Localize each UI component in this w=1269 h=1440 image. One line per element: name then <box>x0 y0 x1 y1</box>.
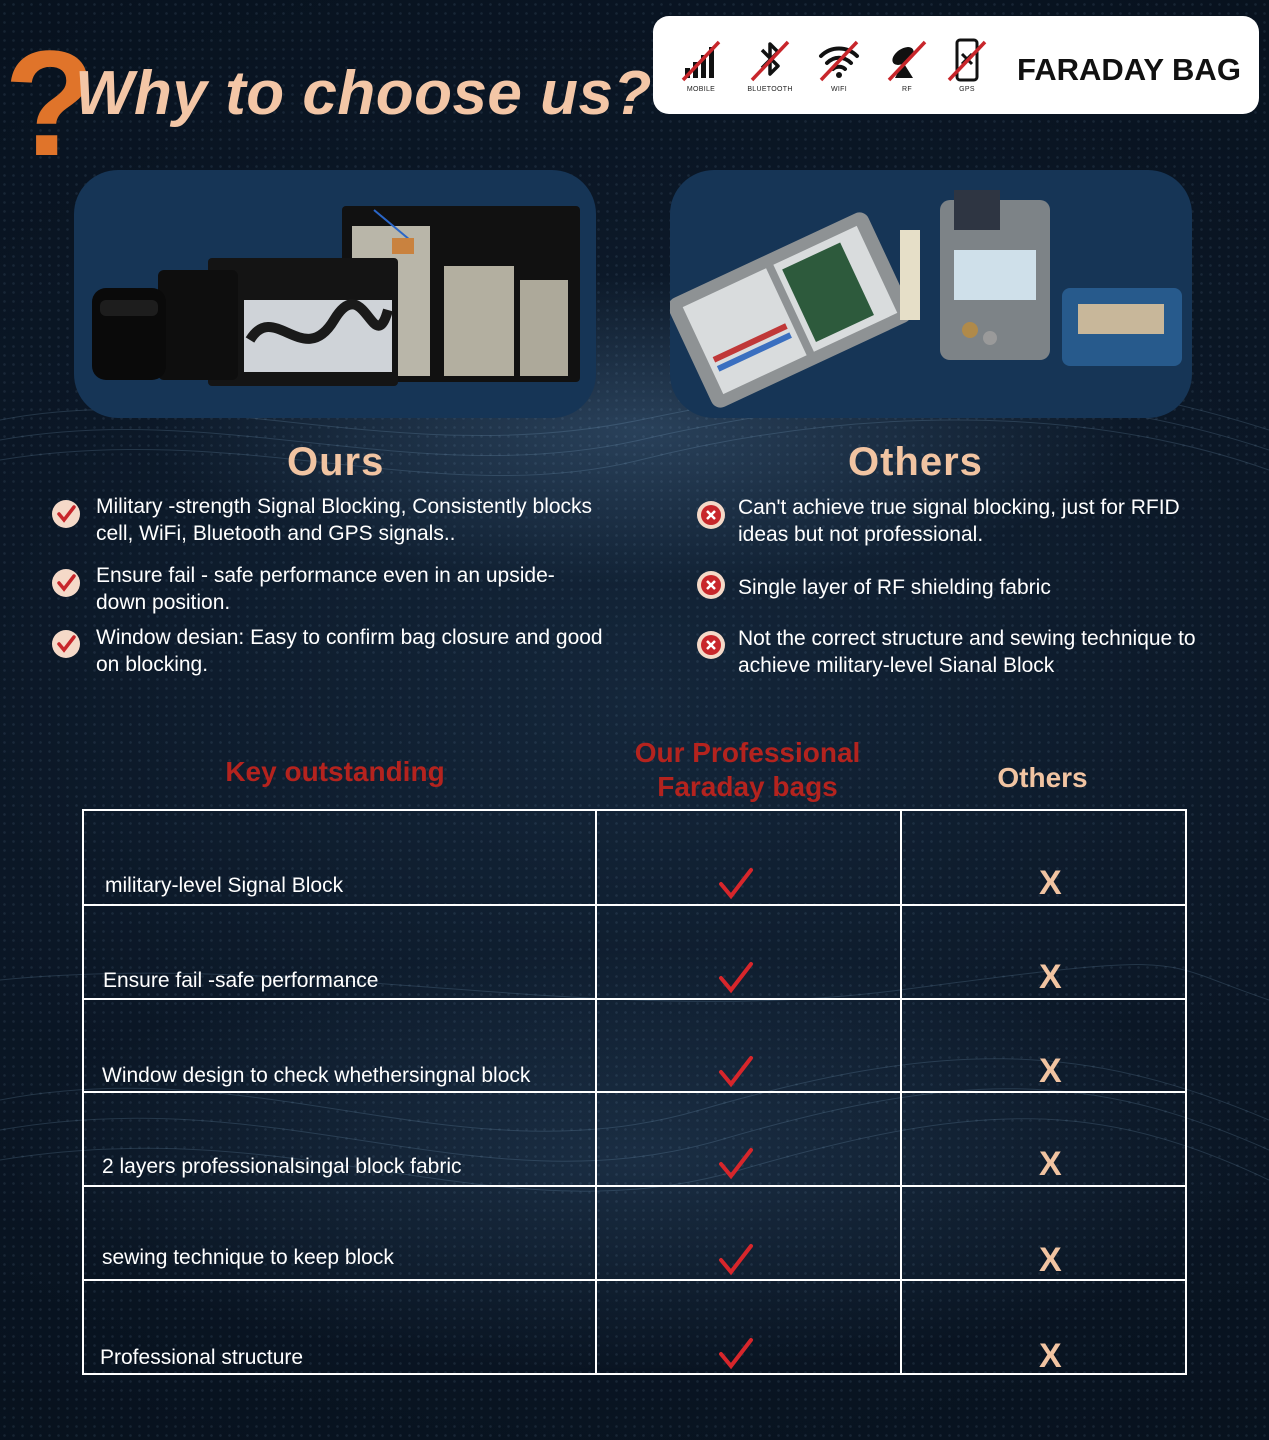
x-circle-icon <box>697 571 725 599</box>
x-icon: X <box>1039 864 1062 902</box>
ours-feature-2: Ensure fail - safe performance even in an upside- down position. <box>96 564 555 614</box>
row-feature: military-level Signal Block <box>105 874 344 897</box>
ours-heading: Ours <box>287 440 385 484</box>
table-divider <box>84 1091 1185 1093</box>
check-icon <box>718 1147 754 1181</box>
question-mark-icon: ? <box>4 19 96 187</box>
gps-label: GPS <box>959 86 975 93</box>
check-icon <box>718 1243 754 1277</box>
mobile-label: MOBILE <box>686 86 716 93</box>
table-divider <box>84 1279 1185 1281</box>
table-header-ours: Our Professional Faraday bags <box>634 737 861 802</box>
x-circle-icon <box>697 631 725 659</box>
row-feature: Window design to check whethersingnal block <box>102 1064 531 1087</box>
x-icon: X <box>1039 1241 1062 1279</box>
table-header-key: Key outstanding <box>225 756 445 787</box>
others-feature-2: Single layer of RF shielding fabric <box>738 576 1051 599</box>
bluetooth-icon <box>748 36 792 84</box>
x-circle-icon <box>697 501 725 529</box>
check-circle-icon <box>52 569 80 597</box>
others-feature-3: Not the correct structure and sewing technique to achieve military-level Sianal Block <box>738 627 1196 677</box>
faraday-bag-badge <box>653 16 1259 114</box>
check-icon <box>718 1055 754 1089</box>
rf-label: RF <box>902 86 912 93</box>
check-circle-icon <box>52 500 80 528</box>
mobile-signal-blocked <box>673 36 729 106</box>
check-icon <box>718 867 754 901</box>
row-feature: Ensure fail -safe performance <box>103 969 379 992</box>
check-circle-icon <box>52 630 80 658</box>
row-feature: 2 layers professionalsingal block fabric <box>102 1155 462 1178</box>
check-icon <box>718 1337 754 1371</box>
faraday-bags-illustration <box>74 170 596 418</box>
wifi-label: WIFI <box>831 86 847 93</box>
wifi-icon <box>815 36 863 84</box>
page-title: Why to choose us? <box>75 59 652 128</box>
gps-blocked <box>939 36 995 106</box>
x-icon: X <box>1039 1052 1062 1090</box>
mobile-signal-icon <box>679 36 723 84</box>
table-header-others: Others <box>997 762 1088 793</box>
row-feature: sewing technique to keep block <box>102 1246 394 1269</box>
x-icon: X <box>1039 958 1062 996</box>
rf-blocked <box>879 36 935 106</box>
check-icon <box>718 961 754 995</box>
table-divider <box>84 904 1185 906</box>
row-feature: Professional structure <box>100 1346 304 1369</box>
ours-feature-1: Military -strength Signal Blocking, Consistently blocks cell, WiFi, Bluetooth and GPS signals.. <box>96 495 593 545</box>
rf-antenna-icon <box>885 36 929 84</box>
bluetooth-label: BLUETOOTH <box>747 86 793 93</box>
x-icon: X <box>1039 1145 1062 1183</box>
others-heading: Others <box>848 440 983 484</box>
table-divider <box>84 998 1185 1000</box>
gps-phone-icon <box>945 36 989 84</box>
comparison-table <box>82 809 1187 1375</box>
ours-product-photo <box>74 170 596 418</box>
others-product-photo <box>670 170 1192 418</box>
table-divider <box>84 1185 1185 1187</box>
x-icon: X <box>1039 1337 1062 1375</box>
rfid-wallets-illustration <box>670 170 1192 418</box>
others-feature-1: Can't achieve true signal blocking, just for RFID ideas but not professional. <box>738 496 1180 546</box>
ours-feature-3: Window desian: Easy to confirm bag closure and good on blocking. <box>96 626 603 676</box>
wifi-blocked <box>811 36 867 106</box>
badge-title: FARADAY BAG <box>1017 52 1241 87</box>
bluetooth-blocked <box>742 36 798 106</box>
